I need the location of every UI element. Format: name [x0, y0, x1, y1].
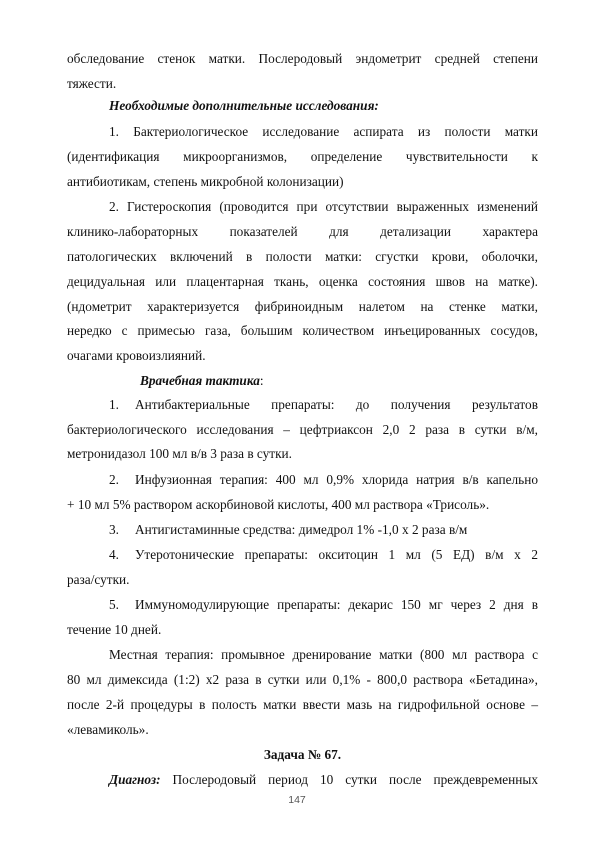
item-number: 1. [109, 397, 119, 412]
item-text: Инфузионная терапия: 400 мл 0,9% хлорида натрия в/в капельно [135, 472, 538, 487]
section-heading-colon: : [259, 373, 264, 388]
numbered-item [67, 471, 538, 489]
text-line: метронидазол 100 мл в/в 3 раза в сутки. [67, 446, 293, 461]
numbered-item [67, 396, 538, 414]
text-line: после 2-й процедуры в полость матки ввести мазь на гидрофильной основе – [67, 697, 538, 712]
numbered-item [67, 546, 538, 564]
item-text: Антигистаминные средства: димедрол 1% -1,0 х 2 раза в/м [135, 522, 468, 537]
item-text: Утеротонические препараты: окситоцин 1 мл (5 ЕД) в/м х 2 [135, 547, 538, 562]
diagnosis-text: Послеродовый период 10 сутки после преждевременных [160, 772, 538, 787]
text-line: очагами кровоизлияний. [67, 348, 206, 363]
text-line: антибиотикам, степень микробной колонизации) [67, 174, 344, 189]
text-line: + 10 мл 5% раствором аскорбиновой кислоты, 400 мл раствора «Трисоль». [67, 497, 490, 512]
diagnosis-label: Диагноз: [109, 772, 161, 787]
text-line: тяжести. [67, 76, 117, 91]
text-line: Местная терапия: промывное дренирование матки (800 мл раствора с [109, 647, 538, 662]
item-number: 5. [109, 597, 119, 612]
text-line: раза/сутки. [67, 572, 130, 587]
item-number: 4. [109, 547, 119, 562]
text-line: (идентификация микроорганизмов, определение чувствительности к [67, 149, 538, 164]
text-line: (ндометрит характеризуется фибриноидным налетом на стенке матки, [67, 299, 538, 314]
text-line: бактериологического исследования – цефтриаксон 2,0 2 раза в сутки в/м, [67, 422, 538, 437]
item-text: Иммуномодулирующие препараты: декарис 150 мг через 2 дня в [135, 597, 538, 612]
section-heading: Необходимые дополнительные исследования: [109, 98, 379, 113]
text-line: децидуальная или плацентарная ткань, оценка состояния швов на матке). [67, 274, 538, 289]
text-line [67, 771, 538, 789]
text-line: нередко с примесью газа, большим количеством инъецированных сосудов, [67, 323, 538, 338]
item-text: Антибактериальные препараты: до получения результатов [135, 397, 538, 412]
page-number: 147 [288, 794, 306, 806]
section-heading [140, 372, 264, 390]
text-line: 2. Гистероскопия (проводится при отсутствии выраженных изменений [109, 199, 538, 214]
numbered-item [67, 521, 538, 539]
text-line: патологических включений в полости матки: сгустки крови, оболочки, [67, 249, 538, 264]
task-heading: Задача № 67. [263, 747, 342, 762]
text-line: 1. Бактериологическое исследование аспирата из полости матки [109, 124, 538, 139]
text-line: течение 10 дней. [67, 622, 162, 637]
section-heading-title: Врачебная тактика [140, 373, 260, 388]
text-line: «левамиколь». [67, 722, 149, 737]
text-line: обследование стенок матки. Послеродовый эндометрит средней степени [67, 51, 538, 66]
item-number: 2. [109, 472, 119, 487]
text-line: 80 мл димексида (1:2) х2 раза в сутки или 0,1% - 800,0 раствора «Бетадина», [67, 672, 538, 687]
text-line: клинико-лабораторных показателей для детализации характера [67, 224, 538, 239]
numbered-item [67, 596, 538, 614]
item-number: 3. [109, 522, 119, 537]
